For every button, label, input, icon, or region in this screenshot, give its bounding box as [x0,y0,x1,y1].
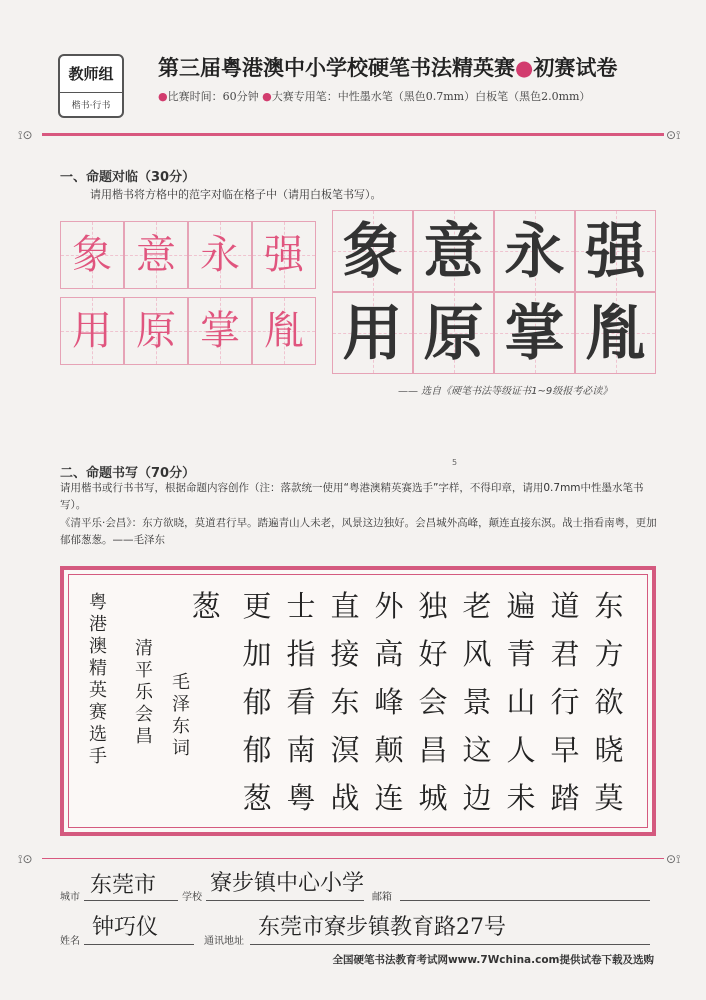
section2-instruction: 请用楷书或行书书写，根据命题内容创作（注：落款统一使用“粤港澳精英赛选手”字样，不得印章，请用0.7mm中性墨水笔书写）。 [60,482,644,511]
page-title: 第三届粤港澳中小学校硬笔书法精英赛●初赛试卷 [158,56,618,80]
section2-heading: 二、命题书写（70分） [60,466,196,481]
handwritten-character: 早 [550,733,580,767]
poem-column [369,582,409,822]
handwritten-character: 风 [462,637,492,671]
handwritten-character: 南 [286,733,316,767]
handwritten-character: 晓 [594,733,624,767]
handwritten-character: 方 [594,637,624,671]
model-character-cell: 原 [413,292,494,374]
handwritten-character: 乐 [135,682,153,703]
address-field[interactable]: 东莞市寮步镇教育路27号 [258,915,506,940]
school-field[interactable]: 寮步镇中心小学 [210,871,365,896]
postcode-field[interactable] [400,900,650,901]
model-character-cell: 胤 [575,292,656,374]
poem-column [545,582,585,822]
handwritten-character: 加 [242,637,272,671]
handwritten-character: 词 [172,738,190,759]
practice-cell[interactable]: 掌 [188,297,252,365]
handwritten-character: 连 [374,781,404,815]
city-label: 城市 [60,892,80,903]
address-label: 通讯地址 [204,936,244,947]
handwritten-character: 昌 [135,726,153,747]
handwritten-character: 接 [330,637,360,671]
handwritten-character: 城 [418,781,448,815]
name-field[interactable]: 钟巧仪 [92,915,159,940]
section1-instruction: 请用楷书将方格中的范字对临在格子中（请用白板笔书写）。 [90,188,382,201]
handwritten-character: 东 [172,716,190,737]
handwritten-character: 指 [286,637,316,671]
model-character-cell: 强 [575,210,656,292]
form-divider [42,858,664,859]
poem-column [413,582,453,822]
handwritten-character: 清 [135,638,153,659]
footer-note: 全国硬笔书法教育考试网www.7Wchina.com提供试卷下载及选购 [332,954,654,966]
handwritten-character: 士 [286,589,316,623]
handwritten-character: 葱 [191,589,221,623]
school-label: 学校 [182,892,202,903]
badge-style-label: 楷书·行书 [60,92,122,111]
handwritten-character: 高 [374,637,404,671]
handwritten-character: 直 [330,589,360,623]
poem-column [457,582,497,822]
exam-info: ●比赛时间：60分钟 ●大赛专用笔：中性墨水笔（黑色0.7mm）白板笔（黑色2.0mm） [158,90,591,103]
scroll-ornament-icon: ⊙⟟ [666,852,681,866]
handwritten-character: 踏 [550,781,580,815]
model-character-cell: 象 [332,210,413,292]
handwritten-character: 遍 [506,589,536,623]
handwritten-character: 独 [418,589,448,623]
model-character-cell: 用 [332,292,413,374]
handwritten-character: 港 [89,614,107,635]
practice-cell[interactable]: 永 [188,221,252,289]
model-character-cell: 永 [494,210,575,292]
handwritten-character: 郁 [242,733,272,767]
practice-cell[interactable]: 象 [60,221,124,289]
handwritten-character: 东 [330,685,360,719]
handwritten-character: 景 [462,685,492,719]
poem-column [237,582,277,822]
scroll-ornament-icon: ⟟⊙ [18,128,33,142]
title-dot: ● [515,56,534,80]
model-character-cell: 意 [413,210,494,292]
practice-cell[interactable]: 胤 [252,297,316,365]
handwritten-character: 外 [374,589,404,623]
handwritten-character: 澳 [89,636,107,657]
handwritten-character: 平 [135,660,153,681]
city-field[interactable]: 东莞市 [90,873,157,898]
badge-group-label: 教师组 [68,65,114,83]
handwritten-character: 人 [506,733,536,767]
handwritten-character: 好 [418,637,448,671]
handwritten-character: 选 [89,724,107,745]
handwritten-character: 老 [462,589,492,623]
handwritten-character: 葱 [242,781,272,815]
handwritten-character: 毛 [172,672,190,693]
handwritten-character: 行 [550,685,580,719]
poem-column [589,582,629,822]
poem-column [186,582,226,630]
signature-title [132,638,156,748]
handwritten-character: 欲 [594,685,624,719]
handwritten-character: 青 [506,637,536,671]
handwritten-character: 峰 [374,685,404,719]
poem-column [325,582,365,822]
poem-column [281,582,321,822]
handwritten-character: 看 [286,685,316,719]
group-badge [58,54,124,118]
handwritten-character: 昌 [418,733,448,767]
handwritten-character: 山 [506,685,536,719]
handwritten-character: 边 [462,781,492,815]
poem-column [501,582,541,822]
poem-text: 《清平乐·会昌》：东方欲晓，莫道君行早。踏遍青山人未老，风景这边独好。会昌城外高峰，颠连直接东溟。战士指看南粤，更加郁郁葱葱。——毛泽东 [60,517,657,546]
handwritten-character: 泽 [172,694,190,715]
handwritten-character: 战 [330,781,360,815]
handwritten-character: 溟 [330,733,360,767]
handwritten-character: 手 [89,746,107,767]
handwritten-character: 粤 [286,781,316,815]
practice-cell[interactable]: 强 [252,221,316,289]
model-character-cell: 掌 [494,292,575,374]
signature-author [169,672,193,760]
practice-cell[interactable]: 意 [124,221,188,289]
handwritten-character: 未 [506,781,536,815]
scroll-ornament-icon: ⊙⟟ [666,128,681,142]
scroll-ornament-icon: ⟟⊙ [18,852,33,866]
handwritten-character: 这 [462,733,492,767]
handwritten-character: 赛 [89,702,107,723]
handwritten-character: 会 [135,704,153,725]
handwritten-character: 颠 [374,733,404,767]
handwritten-character: 更 [242,589,272,623]
handwritten-character: 莫 [594,781,624,815]
handwritten-character: 精 [89,658,107,679]
practice-cell[interactable]: 用 [60,297,124,365]
postcode-label: 邮箱 [372,892,392,903]
signature-entrant [86,592,110,768]
handwritten-character: 道 [550,589,580,623]
model-source: —— 选自《硬笔书法等级证书1~9级报考必读》 [398,386,613,397]
handwritten-character: 会 [418,685,448,719]
page-mark: 5 [452,458,458,467]
handwritten-character: 君 [550,637,580,671]
handwritten-character: 英 [89,680,107,701]
header-divider [42,133,664,136]
handwritten-character: 东 [594,589,624,623]
handwritten-character: 粤 [89,592,107,613]
practice-cell[interactable]: 原 [124,297,188,365]
section1-heading: 一、命题对临（30分） [60,170,196,185]
handwritten-character: 郁 [242,685,272,719]
name-label: 姓名 [60,936,80,947]
